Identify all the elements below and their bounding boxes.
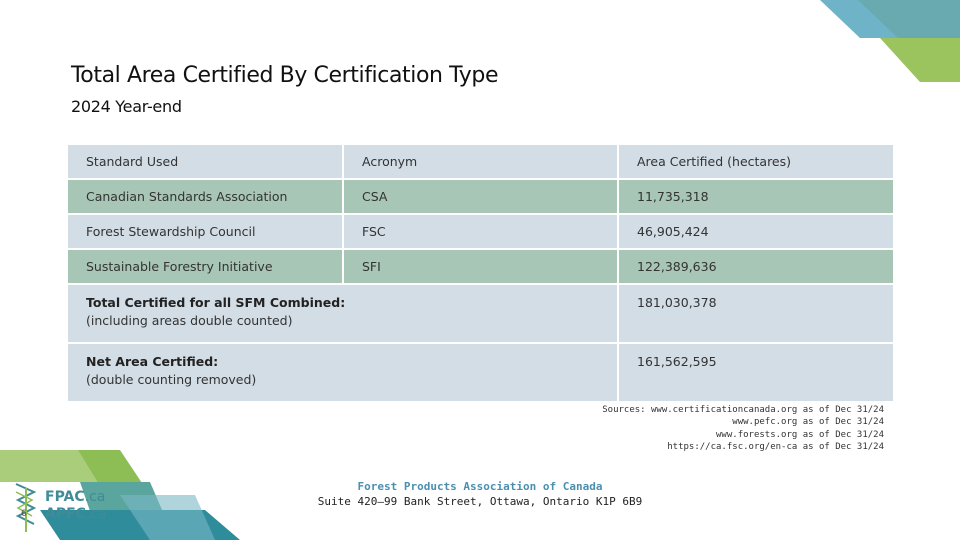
net-area-value: 161,562,595 bbox=[618, 343, 893, 402]
total-certified-label-cell bbox=[68, 284, 618, 343]
footer-org-name: Forest Products Association of Canada bbox=[357, 480, 603, 493]
logo-fpac-suffix: .ca bbox=[84, 489, 106, 505]
source-line: Sources: www.certificationcanada.org as of Dec 31/24 bbox=[602, 405, 884, 415]
cell-acronym: CSA bbox=[343, 179, 618, 214]
cell-standard: Sustainable Forestry Initiative bbox=[68, 249, 343, 284]
cell-area: 11,735,318 bbox=[618, 179, 893, 214]
top-right-decoration bbox=[820, 0, 960, 82]
logo-apfc bbox=[45, 506, 107, 522]
table-header-row bbox=[68, 145, 893, 179]
certification-table bbox=[68, 145, 893, 403]
source-line: https://ca.fsc.org/en-ca as of Dec 31/24 bbox=[667, 442, 884, 453]
table-row bbox=[68, 214, 893, 249]
logo-apfc-bold: APFC bbox=[45, 506, 86, 522]
cell-area: 46,905,424 bbox=[618, 214, 893, 249]
total-certified-value: 181,030,378 bbox=[618, 284, 893, 343]
header-standard: Standard Used bbox=[68, 145, 343, 179]
header-acronym: Acronym bbox=[343, 145, 618, 179]
slide-title: Total Area Certified By Certification Type bbox=[71, 63, 499, 88]
cell-acronym: FSC bbox=[343, 214, 618, 249]
total-certified-note: (including areas double counted) bbox=[86, 313, 293, 328]
logo-apfc-suffix: .ca bbox=[85, 506, 107, 522]
cell-standard: Forest Stewardship Council bbox=[68, 214, 343, 249]
sources-list bbox=[602, 404, 884, 454]
total-certified-label: Total Certified for all SFM Combined: bbox=[86, 295, 346, 310]
footer-address: Suite 420–99 Bank Street, Ottawa, Ontario K1P 6B9 bbox=[317, 495, 643, 508]
cell-acronym: SFI bbox=[343, 249, 618, 284]
slide-subtitle: 2024 Year-end bbox=[71, 97, 182, 116]
cell-area: 122,389,636 bbox=[618, 249, 893, 284]
net-area-note: (double counting removed) bbox=[86, 372, 257, 387]
logo-fpac bbox=[45, 489, 105, 505]
cell-standard: Canadian Standards Association bbox=[68, 179, 343, 214]
source-line: www.forests.org as of Dec 31/24 bbox=[716, 429, 884, 440]
source-line: www.pefc.org as of Dec 31/24 bbox=[732, 417, 884, 428]
net-area-row bbox=[68, 343, 893, 402]
table-row bbox=[68, 249, 893, 284]
page-number: 6 bbox=[21, 509, 27, 519]
net-area-label: Net Area Certified: bbox=[86, 354, 219, 369]
total-certified-row bbox=[68, 284, 893, 343]
table-row bbox=[68, 179, 893, 214]
header-area: Area Certified (hectares) bbox=[618, 145, 893, 179]
net-area-label-cell bbox=[68, 343, 618, 402]
logo-fpac-bold: FPAC bbox=[45, 489, 85, 505]
fpac-tree-icon bbox=[12, 478, 40, 534]
